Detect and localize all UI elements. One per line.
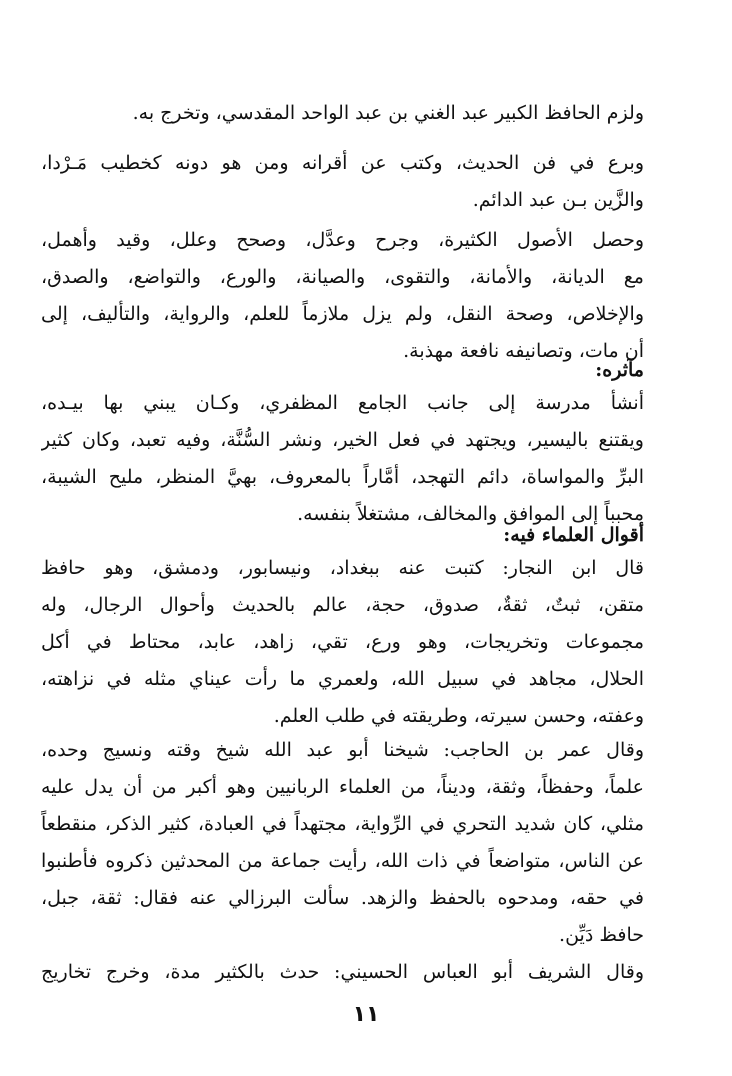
text-line: والزَّين بـن عبد الدائم. bbox=[472, 189, 644, 211]
text-line: الحلال، مجاهد في سبيل الله، ولعمري ما رأت عيناي مثله في نزاهته، bbox=[41, 668, 644, 690]
text-line: وحصل الأصول الكثيرة، وجرح وعدَّل، وصحح وعلل، وقيد وأهمل، bbox=[41, 229, 644, 251]
section-heading: مآثره: bbox=[595, 359, 644, 381]
paragraph-2 bbox=[41, 145, 644, 219]
text-line: علماً، وحفظاً، وثقة، وديناً، من العلماء الربانيين وهو أكبر من أن يدل عليه bbox=[41, 776, 644, 798]
text-line: وقال الشريف أبو العباس الحسيني: حدث بالكثير مدة، وخرج تخاريج bbox=[41, 961, 644, 983]
text-line: أن مات، وتصانيفه نافعة مهذبة. bbox=[403, 340, 644, 362]
paragraph-3 bbox=[41, 222, 644, 370]
page-number: ١١ bbox=[352, 1002, 380, 1027]
text-line: مجموعات وتخريجات، وهو ورع، تقي، زاهد، عابد، محتاط في أكل bbox=[41, 631, 644, 653]
text-line: حافظ دَيِّن. bbox=[559, 924, 644, 946]
text-line: وبرع في فن الحديث، وكتب عن أقرانه ومن هو دونه كخطيب مَـرْدا، bbox=[41, 152, 644, 174]
text-line: مع الديانة، والأمانة، والتقوى، والصيانة، والورع، والتواضع، والصدق، bbox=[41, 266, 644, 288]
paragraph-al-husayni bbox=[41, 954, 644, 991]
text-line: والإخلاص، وصحة النقل، ولم يزل ملازماً للعلم، والرواية، والتأليف، إلى bbox=[41, 303, 644, 325]
section-scholars-sayings bbox=[41, 520, 644, 735]
text-line: وعفته، وحسن سيرته، وطريقته في طلب العلم. bbox=[273, 705, 644, 727]
paragraph-1 bbox=[41, 95, 644, 132]
text-line: محبباً إلى الموافق والمخالف، مشتغلاً بنفسه. bbox=[297, 503, 644, 525]
text-line: مثلي، كان شديد التحري في الرِّواية، مجتهداً في العبادة، كثير الذكر، منقطعاً bbox=[41, 813, 644, 835]
section-heading: أقوال العلماء فيه: bbox=[503, 524, 644, 546]
text-line: قال ابن النجار: كتبت عنه ببغداد، ونيسابور، ودمشق، وهو حافظ bbox=[41, 557, 644, 579]
text-line: ولزم الحافظ الكبير عبد الغني بن عبد الواحد المقدسي، وتخرج به. bbox=[132, 102, 644, 124]
section-maathir bbox=[41, 355, 644, 533]
text-line: في حقه، ومدحوه بالحفظ والزهد. سألت البرزالي عنه فقال: ثقة، جبل، bbox=[41, 887, 644, 909]
text-line: عن الناس، متواضعاً في ذات الله، رأيت جماعة من المحدثين ذكروه فأطنبوا bbox=[41, 850, 644, 872]
text-line: وقال عمر بن الحاجب: شيخنا أبو عبد الله شيخ وقته ونسيج وحده، bbox=[41, 739, 644, 761]
paragraph-ibn-al-hajib bbox=[41, 732, 644, 954]
text-line: أنشأ مدرسة إلى جانب الجامع المظفري، وكـان يبني بها بيـده، bbox=[41, 392, 644, 414]
text-line: البرِّ والمواساة، دائم التهجد، أمَّاراً بالمعروف، بهيَّ المنظر، مليح الشيبة، bbox=[41, 466, 644, 488]
text-line: ويقتنع باليسير، ويجتهد في فعل الخير، ونشر السُّنَّة، وفيه تعبد، وكان كثير bbox=[41, 429, 644, 451]
text-line: متقن، ثبتٌ، ثقةٌ، صدوق، حجة، عالم بالحديث وأحوال الرجال، وله bbox=[41, 594, 644, 616]
